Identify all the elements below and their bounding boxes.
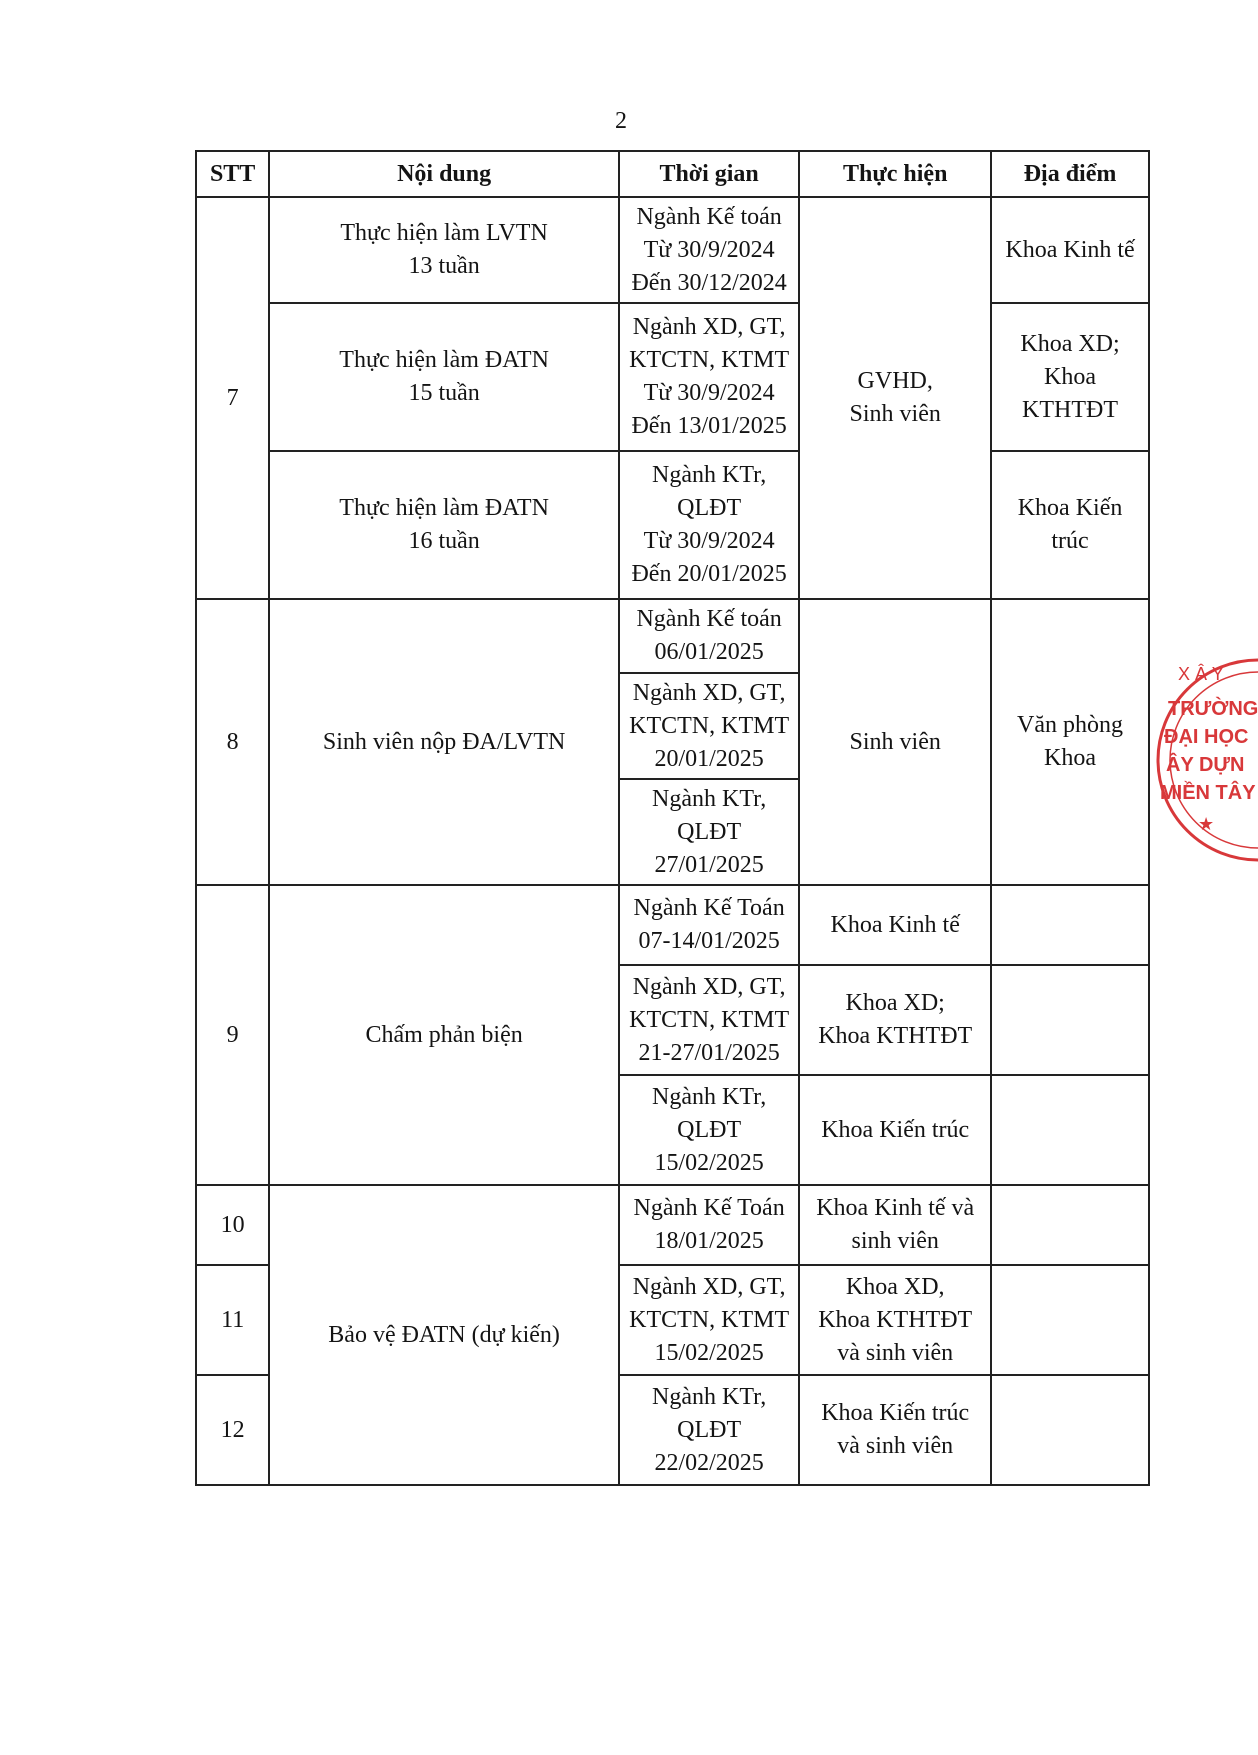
dia-diem-cell xyxy=(991,1265,1149,1375)
thoi-gian-cell: Ngành KTr, QLĐT 15/02/2025 xyxy=(619,1075,799,1185)
thoi-gian-cell: Ngành XD, GT, KTCTN, KTMT 20/01/2025 xyxy=(619,673,799,779)
thuc-hien-cell: Khoa XD, Khoa KTHTĐT và sinh viên xyxy=(799,1265,991,1375)
thoi-gian-cell: Ngành KTr, QLĐT 22/02/2025 xyxy=(619,1375,799,1485)
thuc-hien-cell: GVHD, Sinh viên xyxy=(799,197,991,599)
svg-text:ÂY DỰN: ÂY DỰN xyxy=(1166,754,1245,776)
table-row xyxy=(196,885,1149,965)
dia-diem-cell: Khoa Kiến trúc xyxy=(991,451,1149,599)
svg-text:ĐẠI HỌC: ĐẠI HỌC xyxy=(1164,726,1249,748)
noi-dung-cell: Thực hiện làm ĐATN 15 tuần xyxy=(269,303,619,451)
thoi-gian-cell: Ngành KTr, QLĐT Từ 30/9/2024 Đến 20/01/2025 xyxy=(619,451,799,599)
page-number: 2 xyxy=(615,108,627,134)
thoi-gian-cell: Ngành Kế toán Từ 30/9/2024 Đến 30/12/2024 xyxy=(619,197,799,303)
header-stt: STT xyxy=(196,151,269,197)
stt-cell: 11 xyxy=(196,1265,269,1375)
thuc-hien-cell: Khoa Kinh tế xyxy=(799,885,991,965)
thuc-hien-cell: Khoa Kiến trúc và sinh viên xyxy=(799,1375,991,1485)
dia-diem-cell: Văn phòng Khoa xyxy=(991,599,1149,885)
dia-diem-cell: Khoa Kinh tế xyxy=(991,197,1149,303)
schedule-table xyxy=(195,150,1150,1486)
header-noi-dung: Nội dung xyxy=(269,151,619,197)
dia-diem-cell xyxy=(991,1375,1149,1485)
noi-dung-cell: Thực hiện làm LVTN 13 tuần xyxy=(269,197,619,303)
header-thuc-hien: Thực hiện xyxy=(799,151,991,197)
noi-dung-cell: Thực hiện làm ĐATN 16 tuần xyxy=(269,451,619,599)
thuc-hien-cell: Khoa Kiến trúc xyxy=(799,1075,991,1185)
stt-cell: 10 xyxy=(196,1185,269,1265)
stt-cell: 7 xyxy=(196,197,269,599)
dia-diem-cell xyxy=(991,885,1149,965)
noi-dung-cell: Bảo vệ ĐATN (dự kiến) xyxy=(269,1185,619,1485)
noi-dung-cell: Chấm phản biện xyxy=(269,885,619,1185)
thoi-gian-cell: Ngành Kế Toán 18/01/2025 xyxy=(619,1185,799,1265)
thoi-gian-cell: Ngành KTr, QLĐT 27/01/2025 xyxy=(619,779,799,885)
thuc-hien-cell: Sinh viên xyxy=(799,599,991,885)
thuc-hien-cell: Khoa XD; Khoa KTHTĐT xyxy=(799,965,991,1075)
stt-cell: 12 xyxy=(196,1375,269,1485)
seal-stamp-icon xyxy=(1138,650,1258,870)
header-thoi-gian: Thời gian xyxy=(619,151,799,197)
dia-diem-cell: Khoa XD; Khoa KTHTĐT xyxy=(991,303,1149,451)
thoi-gian-cell: Ngành Kế Toán 07-14/01/2025 xyxy=(619,885,799,965)
dia-diem-cell xyxy=(991,1075,1149,1185)
stt-cell: 9 xyxy=(196,885,269,1185)
stt-cell: 8 xyxy=(196,599,269,885)
thuc-hien-cell: Khoa Kinh tế và sinh viên xyxy=(799,1185,991,1265)
svg-text:X Â Y: X Â Y xyxy=(1178,664,1224,684)
table-row xyxy=(196,197,1149,303)
table-row xyxy=(196,451,1149,599)
dia-diem-cell xyxy=(991,1185,1149,1265)
thoi-gian-cell: Ngành XD, GT, KTCTN, KTMT 21-27/01/2025 xyxy=(619,965,799,1075)
thoi-gian-cell: Ngành XD, GT, KTCTN, KTMT Từ 30/9/2024 Đến 13/01/2025 xyxy=(619,303,799,451)
svg-text:★: ★ xyxy=(1198,814,1215,835)
svg-text:MIỀN TÂY: MIỀN TÂY xyxy=(1160,782,1256,804)
svg-text:TRƯỜNG: TRƯỜNG xyxy=(1168,698,1258,720)
noi-dung-cell: Sinh viên nộp ĐA/LVTN xyxy=(269,599,619,885)
table-row xyxy=(196,303,1149,451)
table-row xyxy=(196,599,1149,673)
thoi-gian-cell: Ngành XD, GT, KTCTN, KTMT 15/02/2025 xyxy=(619,1265,799,1375)
header-dia-diem: Địa điểm xyxy=(991,151,1149,197)
table-header-row xyxy=(196,151,1149,197)
thoi-gian-cell: Ngành Kế toán 06/01/2025 xyxy=(619,599,799,673)
table-row xyxy=(196,1185,1149,1265)
dia-diem-cell xyxy=(991,965,1149,1075)
